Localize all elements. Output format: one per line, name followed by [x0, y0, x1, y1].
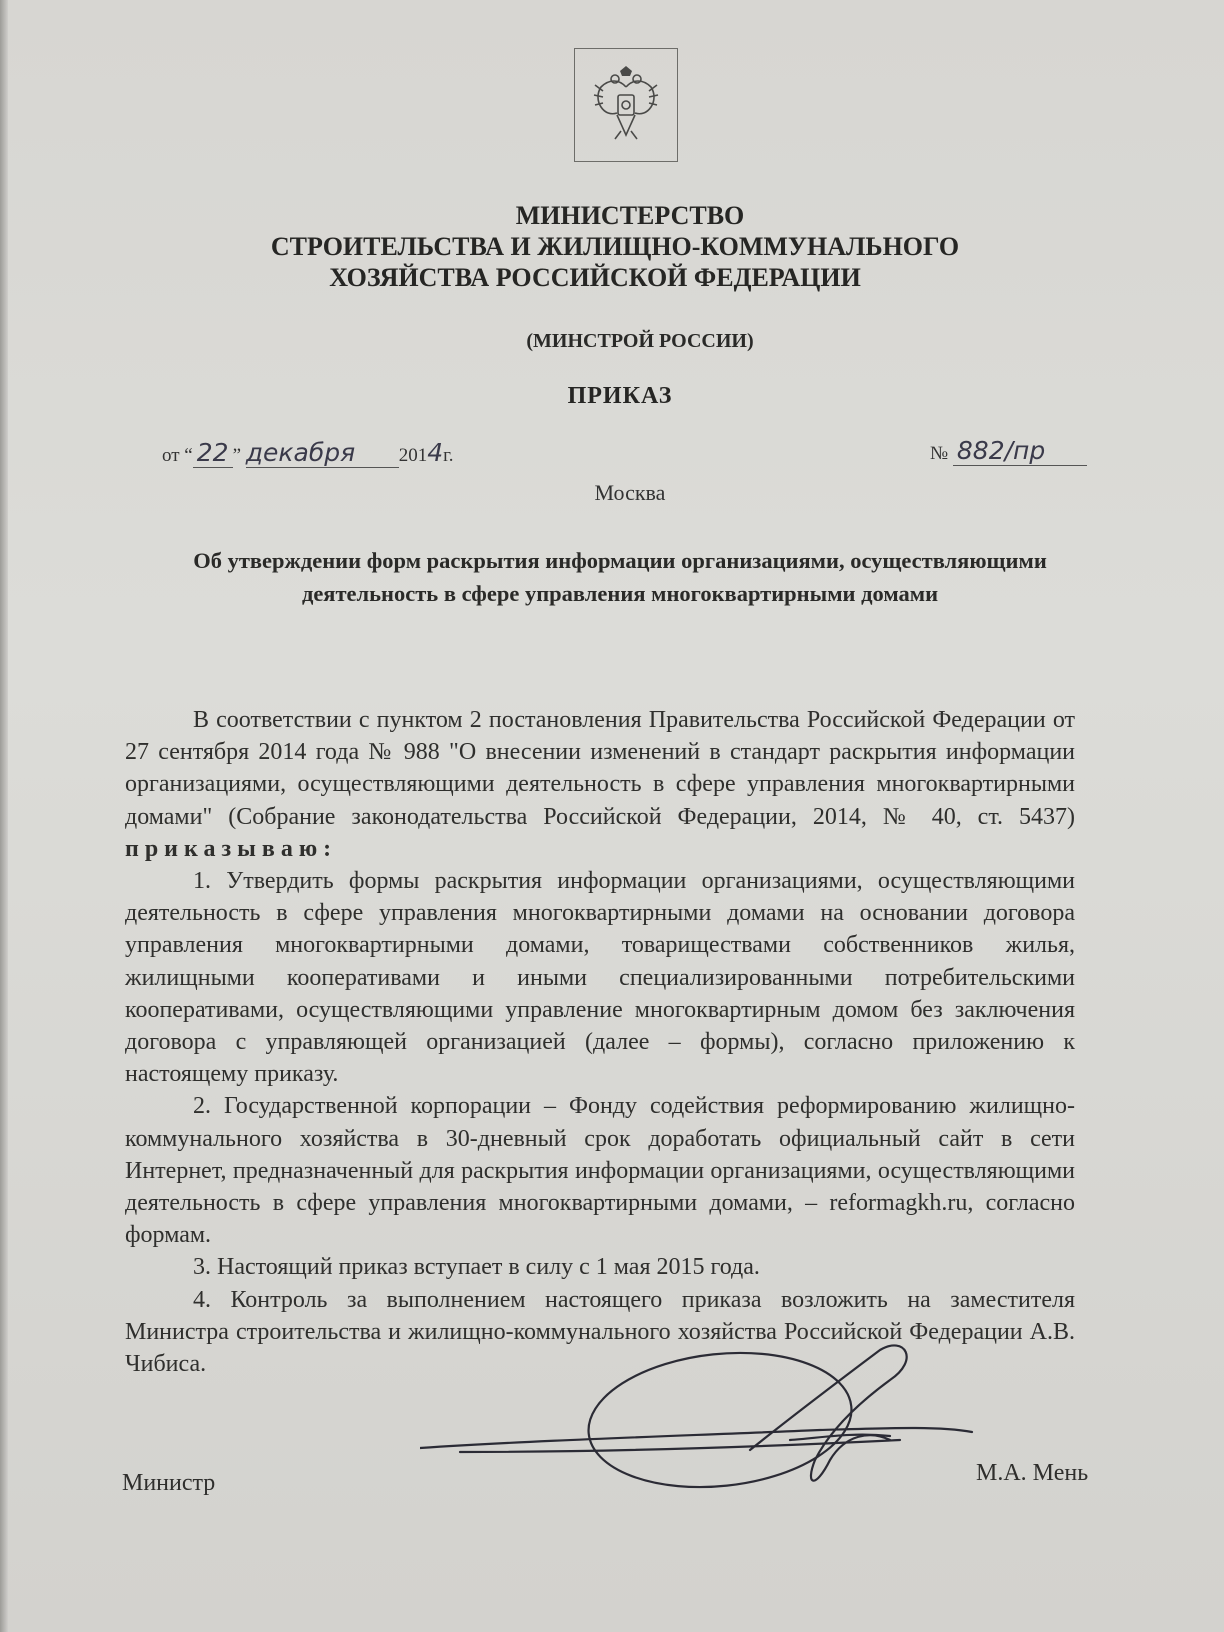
order-body [125, 704, 1075, 1380]
ministry-abbreviation: (МИНСТРОЙ РОССИИ) [526, 330, 754, 352]
ministry-name-line2: СТРОИТЕЛЬСТВА И ЖИЛИЩНО-КОММУНАЛЬНОГО [270, 232, 960, 261]
order-word: приказываю: [125, 835, 338, 862]
preamble-paragraph [125, 704, 1075, 865]
handwritten-signature [420, 1340, 1020, 1540]
order-item-3: 3. Настоящий приказ вступает в силу с 1 мая 2015 года. [193, 1254, 760, 1281]
order-number [930, 436, 1087, 466]
ministry-name-line1: МИНИСТЕРСТВО [515, 201, 745, 230]
ministry-name-line3: ХОЗЯЙСТВА РОССИЙСКОЙ ФЕДЕРАЦИИ [329, 263, 861, 292]
page-edge-shadow [0, 0, 8, 1632]
date-year-handwritten: 4 [427, 438, 444, 467]
order-title: ПРИКАЗ [567, 383, 673, 409]
coat-of-arms-icon [574, 48, 678, 162]
date-month-handwritten: декабря [246, 438, 399, 468]
date-day-handwritten: 22 [193, 438, 233, 468]
signer-title: Министр [122, 1470, 216, 1496]
date-prefix: от “ [162, 445, 193, 466]
signer-name: М.А. Мень [976, 1460, 1089, 1486]
order-subject: Об утверждении форм раскрытия информации организациями, осуществляющими деятельность в сфере управления многоквартирными домами [193, 548, 1047, 606]
order-item-1: 1. Утвердить формы раскрытия информации организациями, осуществляющими деятельность в сфере управления многоквартирными домами на основании договора управления многоквартирными домами, товариществами собственников жилья, жилищными кооперативами и иными специализированными потребительскими кооперативами, осуществляющими управление многоквартирным домом без заключения договора с управляющей организацией (далее – формы), согласно приложению к настоящему приказу. [125, 868, 1075, 1088]
date-year-prefix: 201 [398, 445, 428, 466]
order-item-2: 2. Государственной корпорации – Фонду содействия реформированию жилищно-коммунального хозяйства в 30-дневный срок доработать официальный сайт в сети Интернет, предназначенный для раскрытия информации организациями, осуществляющими деятельность в сфере управления многоквартирными домами, – reformagkh.ru, согласно формам. [125, 1093, 1075, 1249]
order-item-4: 4. Контроль за выполнением настоящего приказа возложить на заместителя Министра строительства и жилищно-коммунального хозяйства Российской Федерации А.В. Чибиса. [125, 1286, 1075, 1378]
order-number-handwritten: 882/пр [953, 436, 1087, 466]
date-quote: ” [232, 445, 241, 466]
number-prefix: № [930, 443, 949, 464]
preamble-text: В соответствии с пунктом 2 постановления Правительства Российской Федерации от 27 сентября 2014 года № 988 "О внесении изменений в стандарт раскрытия информации организациями, осуществляющими деятельность в сфере управления многоквартирными домами" (Собрание законодательства Российской Федерации, 2014, № 40, ст. 5437) [125, 707, 1075, 830]
order-date [162, 438, 454, 468]
date-suffix: г. [443, 445, 454, 466]
city: Москва [594, 480, 666, 505]
